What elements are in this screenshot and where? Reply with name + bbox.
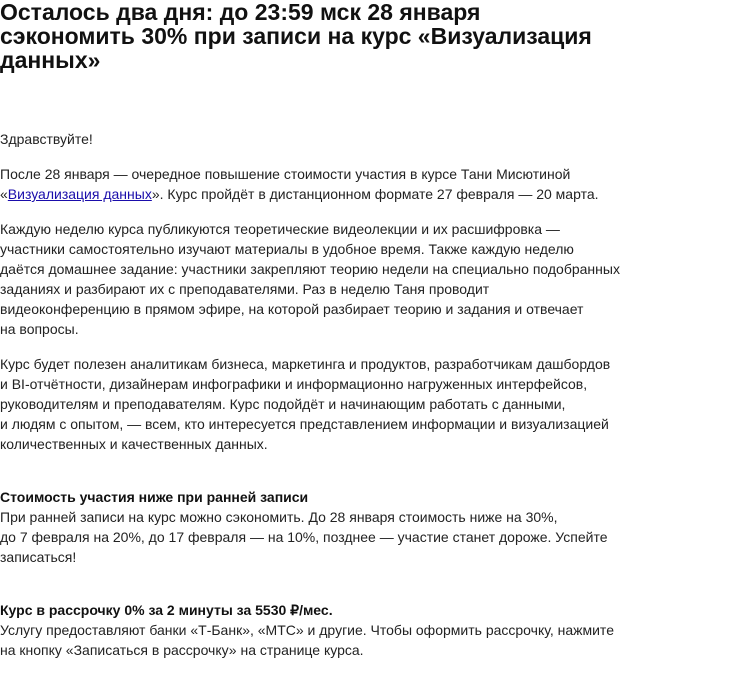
installment-heading: Курс в рассрочку 0% за 2 минуты за 5530 ₽/мес. <box>0 602 333 618</box>
weekly-paragraph <box>0 219 640 339</box>
intro-quote-open: « <box>0 186 8 202</box>
weekly-line: видеоконференцию в прямом эфире, на которой разбирает теорию и задания и отвечает <box>0 301 584 317</box>
title-line-1: Осталось два дня: до 23:59 мск 28 января <box>0 0 481 25</box>
early-line: записаться! <box>0 549 77 565</box>
email-title <box>0 0 640 72</box>
audience-paragraph <box>0 354 640 454</box>
course-link[interactable]: Визуализация данных <box>7 186 152 202</box>
weekly-line: участники самостоятельно изучают материалы в удобное время. Также каждую неделю <box>0 241 574 257</box>
title-line-3: данных» <box>0 47 101 73</box>
weekly-line: заданиях и разбирают их с преподавателями. Раз в неделю Таня проводит <box>0 281 490 297</box>
intro-line-1: После 28 января — очередное повышение стоимости участия в курсе Тани Мисютиной <box>0 166 571 182</box>
installment-paragraph <box>0 620 640 660</box>
installment-section <box>0 600 640 660</box>
intro-line-2 <box>0 184 640 204</box>
audience-line: руководителям и преподавателям. Курс подойдёт и начинающим работать с данными, <box>0 396 566 412</box>
early-line: до 7 февраля на 20%, до 17 февраля — на 10%, позднее — участие станет дороже. Успейте <box>0 529 608 545</box>
audience-line: и BI-отчётности, дизайнерам инфографики и информационно нагруженных интерфейсов, <box>0 376 588 392</box>
intro-paragraph <box>0 164 640 204</box>
installment-line: на кнопку «Записаться в рассрочку» на странице курса. <box>0 642 364 658</box>
installment-line: Услугу предоставляют банки «Т-Банк», «МТС» и другие. Чтобы оформить рассрочку, нажмите <box>0 622 614 638</box>
early-line: При ранней записи на курс можно сэкономить. До 28 января стоимость ниже на 30%, <box>0 509 558 525</box>
weekly-line: Каждую неделю курса публикуются теоретические видеолекции и их расшифровка — <box>0 221 560 237</box>
weekly-line: даётся домашнее задание: участники закрепляют теорию недели на специально подобранных <box>0 261 620 277</box>
audience-line: количественных и качественных данных. <box>0 436 268 452</box>
audience-line: Курс будет полезен аналитикам бизнеса, маркетинга и продуктов, разработчикам дашбордов <box>0 356 611 372</box>
title-line-2: сэкономить 30% при записи на курс «Визуализация <box>0 23 592 49</box>
intro-line-2-suffix: ». Курс пройдёт в дистанционном формате 27 февраля — 20 марта. <box>151 186 599 202</box>
greeting: Здравствуйте! <box>0 131 93 147</box>
early-section <box>0 487 640 567</box>
weekly-line: на вопросы. <box>0 321 79 337</box>
early-paragraph <box>0 507 640 567</box>
audience-line: и людям с опытом, — всем, кто интересуется представлением информации и визуализацией <box>0 416 609 432</box>
early-heading: Стоимость участия ниже при ранней записи <box>0 489 309 505</box>
